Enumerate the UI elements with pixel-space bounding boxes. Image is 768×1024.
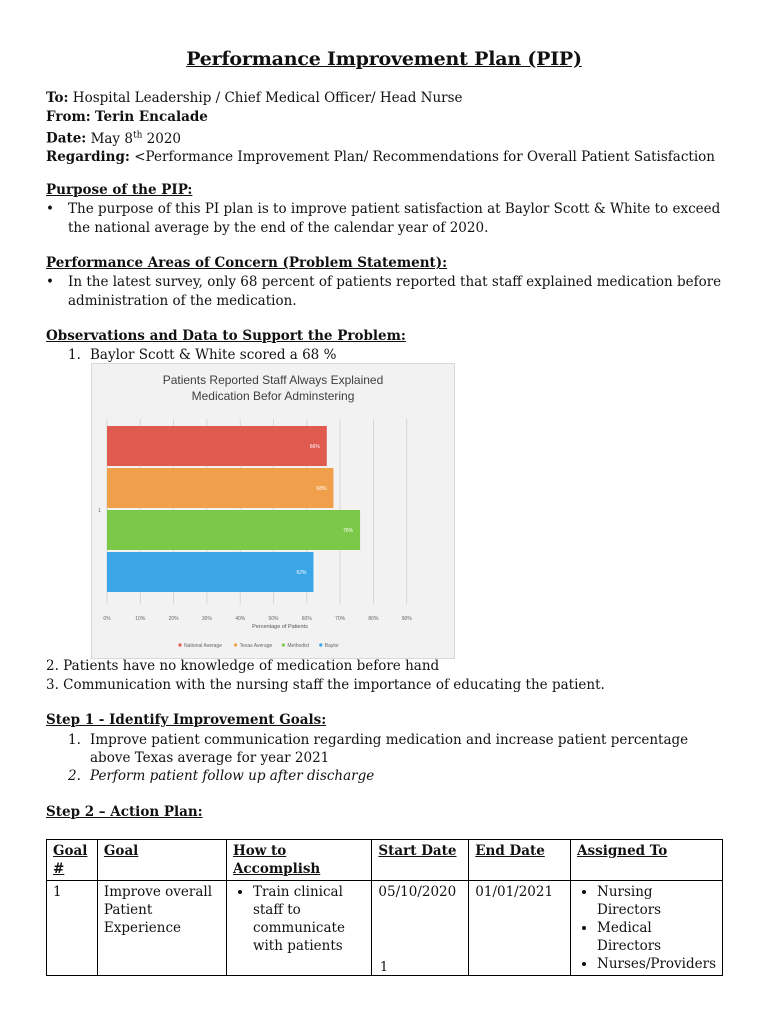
legend-entry: Texas Average (239, 643, 273, 649)
memo-date (46, 126, 715, 148)
memo-regarding (46, 148, 715, 167)
memo-to (46, 89, 715, 108)
legend-marker (319, 643, 322, 646)
chart-title-line1: Patients Reported Staff Always Explained (162, 373, 384, 387)
chart-x-ticks (103, 616, 412, 622)
chart-legend (178, 643, 339, 649)
assignee-item: • Medical Directors (597, 919, 716, 955)
chart-bars (107, 426, 360, 592)
item-number: 2. (68, 768, 81, 784)
step1-text-1: Improve patient communication regarding medication and increase patient percentage above Texas average for year 2021 (90, 732, 689, 766)
item-number: 1. (68, 347, 81, 363)
chart-category-tick: 1 (98, 508, 101, 514)
date-suffix: th (132, 130, 143, 140)
bar-data-label: 68% (316, 486, 327, 492)
step1-heading: Step 1 - Identify Improvement Goals: (46, 712, 327, 728)
cell-goal: Improve overall Patient Experience (97, 881, 226, 976)
x-tick-label: 30% (201, 616, 212, 622)
legend-entry: Baylor (324, 643, 339, 649)
purpose-text: The purpose of this PI plan is to improve patient satisfaction at Baylor Scott & White to exceed the national average by the end of the calendar year of 2020. (68, 201, 721, 236)
legend-marker (178, 643, 181, 646)
observation-item-3: 3. Communication with the nursing staff the importance of educating the patient. (46, 677, 605, 693)
date-label: Date: (46, 130, 87, 147)
page-title: Performance Improvement Plan (PIP) (186, 48, 582, 70)
observation-text-1: Baylor Scott & White scored a 68 % (90, 347, 337, 363)
bar-data-label: 66% (309, 444, 320, 450)
action-plan-table (46, 839, 723, 976)
concern-text: In the latest survey, only 68 percent of patients reported that staff explained medication before administration of the medication. (68, 274, 722, 309)
header-end-date: End Date (469, 840, 571, 881)
cell-end-date: 01/01/2021 (469, 881, 571, 976)
bar-data-label: 62% (296, 570, 307, 576)
to-label: To: (46, 90, 69, 106)
bar-national-average (107, 426, 327, 466)
step1-text-2: Perform patient follow up after discharge (90, 768, 375, 784)
from-value: Terin Encalade (95, 108, 208, 125)
date-day: May 8 (90, 130, 133, 147)
step2-heading: Step 2 – Action Plan: (46, 804, 203, 820)
chart-title-line2: Medication Befor Adminstering (191, 389, 355, 403)
memo-from (46, 108, 715, 127)
bar-texas-average (107, 468, 333, 508)
assignee-item: • Nurses/Providers (597, 955, 716, 973)
table-header-row (47, 840, 723, 881)
page-number: 1 (379, 960, 389, 975)
step1-item-1 (68, 731, 728, 767)
x-tick-label: 70% (335, 616, 346, 622)
bar-chart (91, 363, 455, 659)
x-tick-label: 40% (235, 616, 246, 622)
date-value (91, 131, 181, 147)
item-number: 1. (68, 732, 81, 748)
purpose-bullet (46, 200, 726, 237)
x-tick-label: 50% (268, 616, 279, 622)
to-value: Hospital Leadership / Chief Medical Officer/ Head Nurse (72, 90, 463, 106)
x-tick-label: 10% (135, 616, 146, 622)
assignee-item: • Nursing Directors (597, 883, 716, 919)
memo-header (46, 89, 715, 167)
x-tick-label: 80% (368, 616, 379, 622)
purpose-heading: Purpose of the PIP: (46, 182, 193, 198)
bar-methodist (107, 510, 360, 550)
x-tick-label: 60% (301, 616, 312, 622)
from-label: From: (46, 108, 91, 125)
cell-start-date: 05/10/2020 (372, 881, 469, 976)
legend-entry: Methodist (287, 643, 310, 649)
observation-item-1 (68, 346, 728, 364)
concern-bullet (46, 273, 726, 310)
header-how: How to Accomplish (226, 840, 371, 881)
legend-entry: National Average (184, 643, 222, 649)
step1-item-2 (68, 767, 728, 785)
regarding-label: Regarding: (46, 149, 130, 165)
bar-baylor (107, 552, 313, 592)
header-goal-num: Goal # (47, 840, 98, 881)
observation-item-2: 2. Patients have no knowledge of medication before hand (46, 658, 440, 674)
legend-marker (282, 643, 285, 646)
x-tick-label: 90% (401, 616, 412, 622)
header-goal: Goal (97, 840, 226, 881)
bullet-icon: • (46, 274, 54, 290)
date-year: 2020 (142, 130, 182, 147)
cell-goal-num: 1 (47, 881, 98, 976)
x-tick-label: 20% (168, 616, 179, 622)
chart-x-axis-label: Percentage of Patients (252, 624, 308, 630)
x-tick-label: 0% (103, 616, 111, 622)
header-assigned-to: Assigned To (571, 840, 723, 881)
chart-svg (92, 364, 454, 658)
observations-heading: Observations and Data to Support the Problem: (46, 328, 406, 344)
regarding-value: <Performance Improvement Plan/ Recommendations for Overall Patient Satisfaction (134, 149, 715, 165)
legend-marker (234, 643, 237, 646)
bullet-icon: • (46, 201, 54, 217)
how-item: • Train clinical staff to communicate with patients (253, 883, 365, 955)
concern-heading: Performance Areas of Concern (Problem Statement): (46, 255, 448, 271)
header-start-date: Start Date (372, 840, 469, 881)
bar-data-label: 76% (343, 528, 354, 534)
